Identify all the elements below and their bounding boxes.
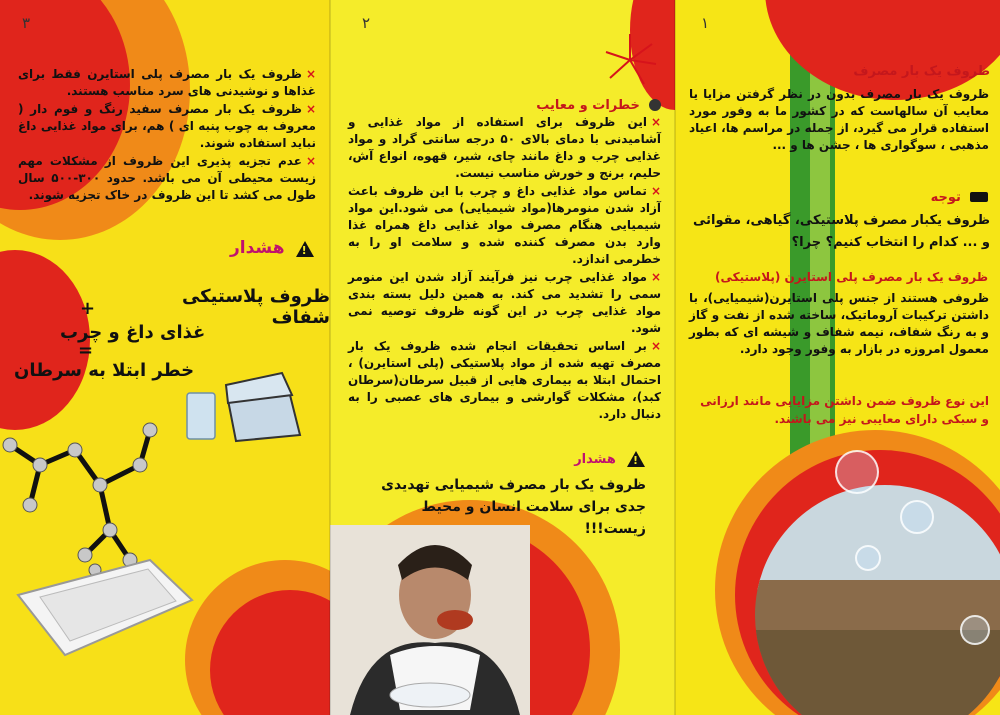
plastic-containers-illustration bbox=[0, 355, 330, 675]
styrene-note: این نوع ظروف ضمن داشتن مزایایی مانند ارزانی و سبکی دارای معایبی نیز می باشند. bbox=[700, 394, 989, 426]
bubble-decoration bbox=[900, 500, 934, 534]
bullet-item: × مواد غذایی چرب نیز فرآیند آزاد شدن این منومر سمی را تشدید می کند. به همین دلیل بسته بندی مواد غذایی چرب در این گونه ظروف توصیه نمی شود. bbox=[348, 269, 661, 337]
burst-icon bbox=[600, 30, 660, 90]
styrene-text: ظروفی هستند از جنس پلی استایرن(شیمیایی)، با داشتن ترکیبات آروماتیک، ساخته شده از نفت و گاز و به رنگ شفاف، نیمه شفاف و شیشه ای که بطور معمول امروزه در بازار به وفور وجود دارد. bbox=[689, 291, 989, 356]
bullet-item: × بر اساس تحقیقات انجام شده ظروف یک بار مصرف تهیه شده از مواد پلاستیکی (پلی استایرن) ، احتمال ابتلا به بیماری هایی از قبیل سرطان(سرطان کبد)، مشکلات گوارشی و بیماری های عصبی را به دنبال دارد. bbox=[348, 338, 661, 423]
panel2-bullets bbox=[348, 114, 661, 424]
page-number: ۲ bbox=[362, 14, 371, 32]
warning-heading-row bbox=[230, 238, 314, 258]
equation-plus: + bbox=[80, 298, 96, 319]
warning-text: ظروف یک بار مصرف شیمیایی تهدیدی جدی برای سلامت انسان و محیط زیست!!! bbox=[381, 477, 646, 537]
warning-icon bbox=[296, 241, 314, 257]
bullet-item: × این ظروف برای استفاده از مواد غذایی و آشامیدنی با دمای بالای ۵۰ درجه سانتی گراد و مواد غذایی چرب و داغ مانند چای، شیر، قهوه، انواع آش، حلیم، برنج و خورش مناسب نیست. bbox=[348, 114, 661, 182]
panel1-title: ظروف یک بار مصرف bbox=[853, 64, 990, 79]
warning-icon bbox=[627, 451, 645, 467]
hazard-icon bbox=[649, 99, 661, 111]
panel1-intro: ظروف یک بار مصرف بدون در نظر گرفتن مزایا یا معایب آن سالهاست که در کشور ما به وفور مورد استفاده قرار می گیرد، از جمله در مراسم ها، اعیاد مذهبی ، سوگواری ها ، جشن ها و ... bbox=[689, 87, 989, 152]
attention-heading: توجه bbox=[930, 190, 961, 205]
page-number: ۱ bbox=[701, 14, 710, 32]
panel-3 bbox=[0, 0, 330, 715]
bullet-item: × ظروف یک بار مصرف سفید رنگ و فوم دار ( معروف به چوب پنبه ای ) هم، برای مواد غذایی داغ نباید استفاده شوند. bbox=[18, 101, 316, 152]
panel-2 bbox=[330, 0, 675, 715]
warning-heading: هشدار bbox=[230, 238, 285, 258]
attention-text: ظروف یکبار مصرف پلاستیکی، گیاهی، مقوائی و ... کدام را انتخاب کنیم؟ چرا؟ bbox=[692, 213, 990, 250]
panel3-bullets bbox=[18, 66, 316, 205]
warning-heading-row bbox=[574, 448, 645, 467]
equation-equals: = bbox=[78, 340, 94, 361]
styrene-heading: ظروف یک بار مصرف پلی استایرن (پلاستیکی) bbox=[715, 270, 988, 284]
bubble-decoration bbox=[835, 450, 879, 494]
pointing-hand-icon bbox=[970, 192, 988, 202]
clamshell-box bbox=[226, 373, 300, 441]
polluted-landscape-photo bbox=[750, 480, 1000, 715]
warning-heading: هشدار bbox=[574, 452, 616, 467]
fold-line bbox=[674, 0, 676, 715]
equation-line-1: ظروف پلاستیکی شفاف bbox=[181, 286, 330, 328]
man-eating-photo bbox=[330, 525, 530, 715]
attention-heading-row bbox=[931, 186, 988, 205]
plastic-cup bbox=[187, 393, 215, 439]
equation-line-3: خطر ابتلا به سرطان bbox=[14, 360, 195, 381]
equation-line-2: غذای داغ و چرب bbox=[60, 322, 206, 343]
bubble-decoration bbox=[960, 615, 990, 645]
molecule-model bbox=[3, 423, 157, 581]
bullet-item: × عدم تجزیه پذیری این ظروف از مشکلات مهم زیست محیطی آن می باشد. حدود ۳۰۰-۵۰۰ سال طول می کشد تا این ظروف در خاک تجزیه شوند. bbox=[18, 153, 316, 204]
page-number: ۳ bbox=[22, 14, 31, 32]
bullet-item: × تماس مواد غذایی داغ و چرب با این ظروف باعث آزاد شدن منومرها(مواد شیمیایی) می شود.این مواد شیمیایی هنگام مصرف مواد غذایی داغ همراه غذا وارد بدن مصرف کننده شده و سلامت او را به خطرمی اندازد. bbox=[348, 183, 661, 268]
panel-1 bbox=[675, 0, 1000, 715]
white-tray bbox=[18, 560, 192, 655]
fold-line bbox=[329, 0, 331, 715]
bubble-decoration bbox=[855, 545, 881, 571]
dangers-heading: خطرات و معایب bbox=[536, 98, 640, 113]
bullet-item: × ظروف یک بار مصرف پلی استایرن فقط برای غذاها و نوشیدنی های سرد مناسب هستند. bbox=[18, 66, 316, 100]
dangers-heading-row bbox=[536, 94, 661, 113]
